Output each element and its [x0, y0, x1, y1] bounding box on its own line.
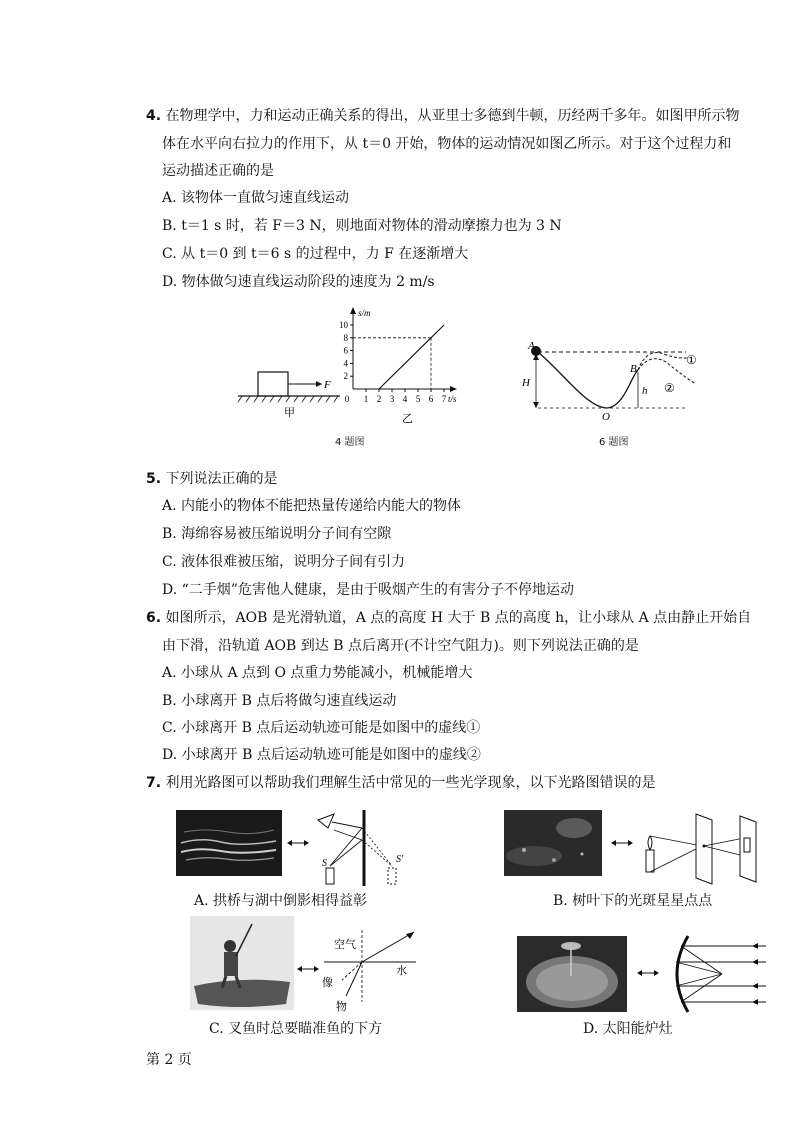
q6-stem-text1: 如图所示，AOB 是光滑轨道，A 点的高度 H 大于 B 点的高度 h，让小球从 A 点由静止开始自 — [165, 610, 752, 626]
q5-option-a: A. 内能小的物体不能把热量传递给内能大的物体 — [162, 498, 462, 514]
q6-number: 6. — [146, 610, 162, 626]
q7b-caption: B. 树叶下的光斑星星点点 — [553, 893, 713, 909]
label-circle-2: ② — [664, 381, 675, 395]
q7d-caption: D. 太阳能炉灶 — [583, 1021, 673, 1037]
q7d-double-arrow — [636, 968, 660, 978]
x-tick-label: 5 — [415, 394, 421, 404]
q5-option-b: B. 海绵容易被压缩说明分子间有空隙 — [162, 526, 392, 542]
q6-option-a: A. 小球从 A 点到 O 点重力势能减小，机械能增大 — [162, 665, 473, 681]
q7a-photo-bridge — [176, 810, 282, 876]
q4-stem-line2: 体在水平向右拉力的作用下，从 t＝0 开始，物体的运动情况如图乙所示。对于这个过程力和 — [162, 136, 732, 152]
y-tick-label: 8 — [343, 332, 348, 343]
label-A: A — [528, 340, 535, 352]
q7d-photo-solar-cooker — [517, 936, 627, 1012]
q4-stem-line1 — [146, 106, 740, 126]
y-tick-label: 10 — [339, 320, 348, 330]
q4-option-a: A. 该物体一直做匀速直线运动 — [162, 190, 350, 206]
force-arrowhead — [316, 381, 322, 387]
candle-image — [388, 868, 396, 884]
q7c-double-arrow — [296, 964, 320, 974]
force-label: F — [324, 379, 331, 391]
eye-icon — [318, 814, 334, 828]
q6-stem-line2: 由下滑，沿轨道 AOB 到达 B 点后离开(不计空气阻力)。则下列说法正确的是 — [162, 638, 639, 654]
q6-stem-line1 — [146, 608, 751, 628]
label-B: B — [630, 363, 637, 375]
label-circle-1: ① — [686, 353, 697, 367]
label-water: 水 — [396, 965, 407, 977]
label-image: 像 — [322, 977, 333, 989]
label-air: 空气 — [334, 939, 356, 951]
q7c-refraction-diagram — [320, 924, 420, 1016]
image-screen — [740, 816, 756, 882]
q5-option-d: D. “二手烟”危害他人健康，是由于吸烟产生的有害分子不停地运动 — [162, 582, 574, 598]
q7c-photo-fisherman — [190, 916, 294, 1010]
y-tick-label: 4 — [343, 358, 348, 369]
q7b-pinhole-diagram — [640, 806, 770, 888]
fig6-track — [516, 336, 716, 420]
q7b-double-arrow — [610, 838, 634, 848]
fig-label-yi: 乙 — [402, 413, 413, 424]
y-tick-label: 6 — [343, 345, 348, 356]
label-H: H — [522, 377, 530, 389]
q5-number: 5. — [146, 471, 162, 487]
q6-option-b: B. 小球离开 B 点后将做匀速直线运动 — [162, 693, 397, 709]
q7-stem — [146, 773, 656, 793]
q4-option-c: C. 从 t＝0 到 t＝6 s 的过程中，力 F 在逐渐增大 — [162, 246, 469, 262]
q6-option-c: C. 小球离开 B 点后运动轨迹可能是如图中的虚线① — [162, 720, 481, 736]
candle — [646, 850, 654, 872]
label-S-prime: S′ — [396, 854, 404, 865]
q5-option-c: C. 液体很难被压缩，说明分子间有引力 — [162, 554, 406, 570]
label-S: S — [322, 858, 327, 869]
q7a-double-arrow — [286, 838, 310, 848]
q4-stem-line3: 运动描述正确的是 — [162, 163, 274, 179]
q7b-photo-tree-shadow — [504, 810, 602, 876]
block — [258, 372, 288, 396]
page-number: 第 2 页 — [146, 1052, 192, 1068]
fig6-caption: 6 题图 — [599, 437, 629, 448]
parallel-rays — [676, 946, 766, 1002]
x-tick-label: 0 — [344, 394, 350, 404]
q4-option-b: B. t＝1 s 时，若 F＝3 N，则地面对物体的滑动摩擦力也为 3 N — [162, 218, 562, 234]
y-axis-arrow — [350, 307, 356, 314]
q5-stem-text: 下列说法正确的是 — [165, 471, 278, 487]
x-tick-label: 3 — [389, 394, 395, 404]
x-tick-label: 1 — [363, 394, 369, 404]
x-tick-label: 6 — [428, 394, 434, 404]
series-line — [353, 325, 444, 389]
q7c-caption: C. 叉鱼时总要瞄准鱼的下方 — [209, 1021, 383, 1037]
q7a-caption: A. 拱桥与湖中倒影相得益彰 — [194, 893, 368, 909]
q4-number: 4. — [146, 108, 162, 124]
q7d-concave-mirror-diagram — [662, 932, 772, 1016]
label-O: O — [602, 411, 610, 420]
label-h: h — [642, 385, 648, 397]
q7-number: 7. — [146, 775, 162, 791]
q4-option-d: D. 物体做匀速直线运动阶段的速度为 2 m/s — [162, 274, 435, 290]
y-tick-label: 2 — [343, 371, 348, 382]
q7-stem-text: 利用光路图可以帮助我们理解生活中常见的一些光学现象，以下光路图错误的是 — [165, 775, 656, 791]
q7a-ray-diagram — [312, 806, 412, 888]
label-object: 物 — [336, 1001, 347, 1013]
x-tick-label: 7 — [441, 394, 447, 404]
q4-figure-yi-graph — [330, 304, 470, 424]
y-axis-label: s/m — [358, 308, 371, 318]
fig-label-jia: 甲 — [284, 407, 295, 419]
q5-stem — [146, 469, 278, 489]
q4-stem-text1: 在物理学中，力和运动正确关系的得出，从亚里士多德到牛顿，历经两千多年。如图甲所示物 — [165, 108, 740, 124]
x-axis-label: t/s — [448, 394, 457, 404]
track-AOB — [538, 352, 638, 408]
x-tick-label: 2 — [376, 394, 382, 404]
fig4-caption: 4 题图 — [335, 437, 365, 448]
pinhole-screen — [696, 814, 712, 884]
candle — [326, 868, 334, 884]
x-tick-label: 4 — [402, 394, 408, 404]
q6-option-d: D. 小球离开 B 点后运动轨迹可能是如图中的虚线② — [162, 747, 481, 763]
x-axis-arrow — [450, 386, 457, 392]
ground-hatching — [238, 396, 338, 402]
trajectory-1 — [638, 353, 688, 370]
